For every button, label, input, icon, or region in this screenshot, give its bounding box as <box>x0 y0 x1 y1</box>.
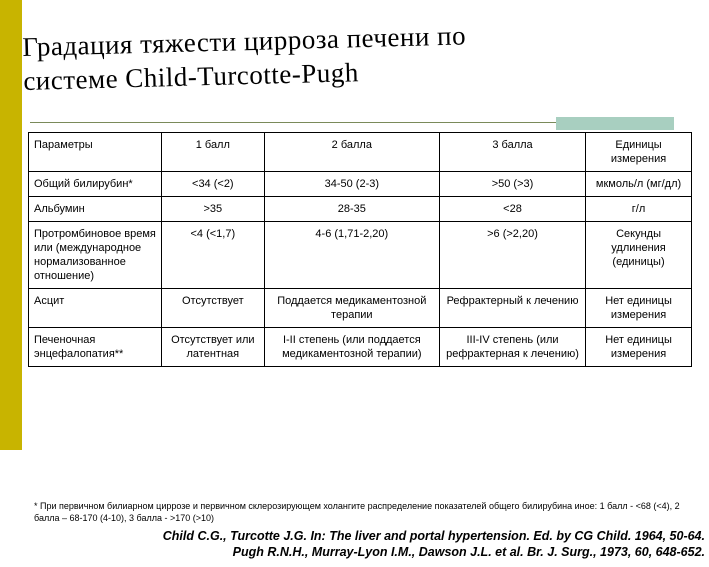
header-cell: 1 балл <box>162 133 265 172</box>
table-cell: <34 (<2) <box>162 172 265 197</box>
table-cell: 34-50 (2-3) <box>264 172 439 197</box>
table-row <box>29 328 692 367</box>
title-line-2: системе Child-Turcotte-Pugh <box>22 57 360 96</box>
references <box>40 528 705 560</box>
left-accent-bar <box>0 0 22 450</box>
table-cell: 28-35 <box>264 197 439 222</box>
table-cell: Нет единицы измерения <box>586 328 692 367</box>
table-row <box>29 289 692 328</box>
table-cell: Отсутствует <box>162 289 265 328</box>
table-cell: I-II степень (или поддается медикаментозной терапии) <box>264 328 439 367</box>
header-cell: 2 балла <box>264 133 439 172</box>
slide-title <box>22 13 674 98</box>
table-cell: г/л <box>586 197 692 222</box>
param-cell: Протромбиновое время или (международное нормализованное отношение) <box>29 222 162 289</box>
table-cell: >6 (>2,20) <box>439 222 585 289</box>
table-cell: III-IV степень (или рефрактерная к лечению) <box>439 328 585 367</box>
table-cell: Рефрактерный к лечению <box>439 289 585 328</box>
table-row <box>29 222 692 289</box>
table-cell: <28 <box>439 197 585 222</box>
accent-box <box>556 117 674 130</box>
table-cell: >35 <box>162 197 265 222</box>
table-cell: мкмоль/л (мг/дл) <box>586 172 692 197</box>
table-cell: >50 (>3) <box>439 172 585 197</box>
param-cell: Асцит <box>29 289 162 328</box>
header-cell: Единицы измерения <box>586 133 692 172</box>
table-row <box>29 172 692 197</box>
child-pugh-table <box>28 132 692 367</box>
table-header-row <box>29 133 692 172</box>
table-cell: Секунды удлинения (единицы) <box>586 222 692 289</box>
header-cell: Параметры <box>29 133 162 172</box>
param-cell: Общий билирубин* <box>29 172 162 197</box>
header-cell: 3 балла <box>439 133 585 172</box>
table-cell: Отсутствует или латентная <box>162 328 265 367</box>
table-row <box>29 197 692 222</box>
reference-line-1: Child C.G., Turcotte J.G. In: The liver and portal hypertension. Ed. by CG Child. 1964, 50-64. <box>162 529 705 543</box>
reference-line-2: Pugh R.N.H., Murray-Lyon I.M., Dawson J.L. et al. Br. J. Surg., 1973, 60, 648-652. <box>232 545 705 559</box>
title-line-1: Градация тяжести цирроза печени по <box>22 20 467 62</box>
footnote: * При первичном билиарном циррозе и первичном склерозирующем холангите распределение показателей общего билирубина иное: 1 балл - <68 (<4), 2 балла – 68-170 (4-10), 3 балла - >170 (>10) <box>34 501 680 523</box>
table-cell: <4 (<1,7) <box>162 222 265 289</box>
param-cell: Печеночная энцефалопатия** <box>29 328 162 367</box>
table-cell: Поддается медикаментозной терапии <box>264 289 439 328</box>
table-cell: 4-6 (1,71-2,20) <box>264 222 439 289</box>
table-cell: Нет единицы измерения <box>586 289 692 328</box>
param-cell: Альбумин <box>29 197 162 222</box>
